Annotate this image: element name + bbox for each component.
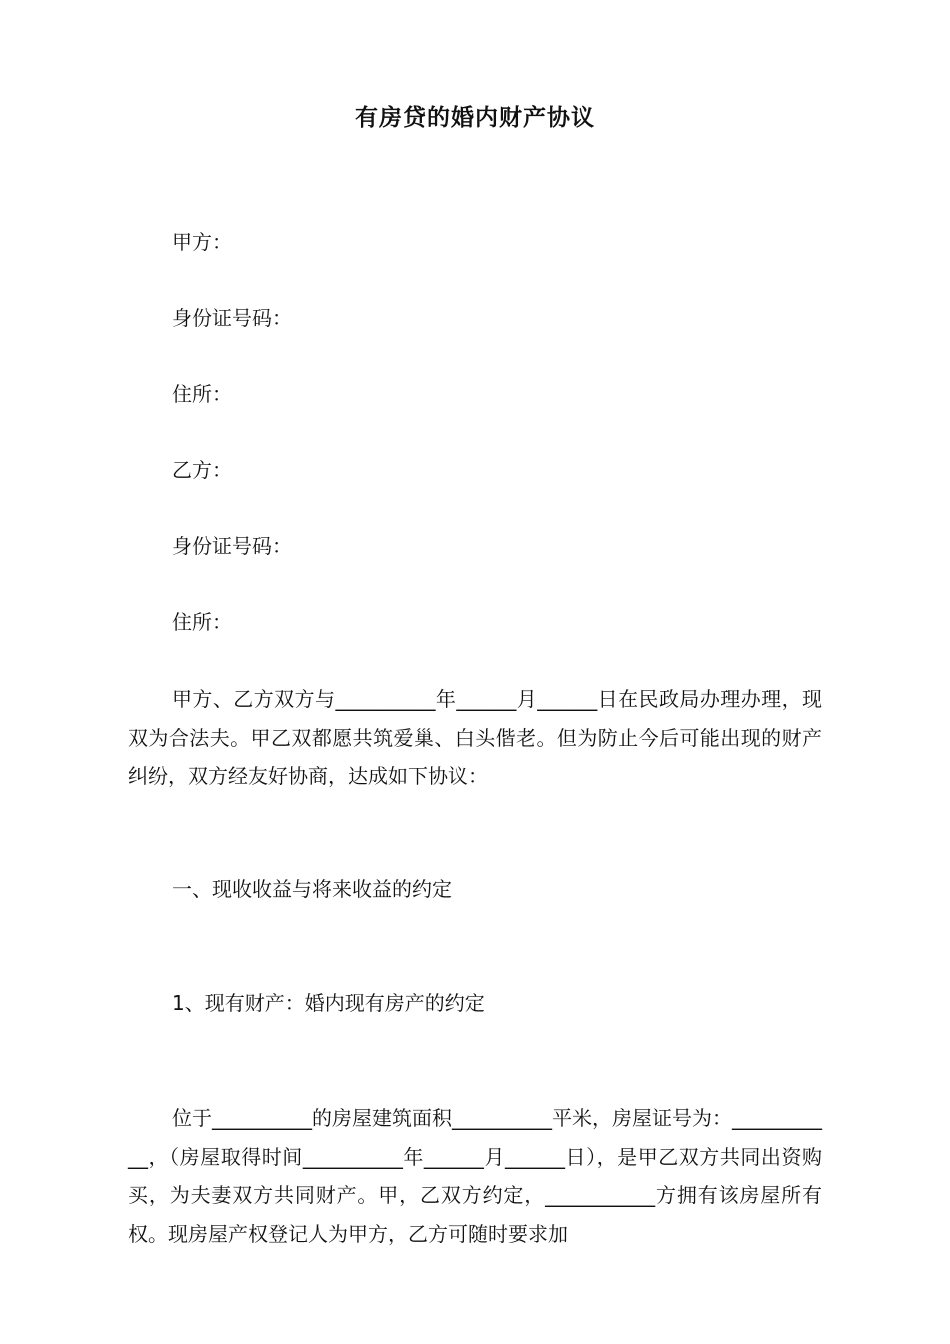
- party-a-address-label: 住所：: [172, 382, 232, 406]
- subsection-heading: 1、现有财产：婚内现有房产的约定: [172, 991, 485, 1015]
- party-a-label: 甲方：: [172, 230, 232, 254]
- party-b-label: 乙方：: [172, 458, 232, 482]
- document-title: 有房贷的婚内财产协议: [355, 105, 595, 131]
- intro-paragraph: 甲方、乙方双方与__________年______月______日在民政局办理办理，现双为合法夫。甲乙双都愿共筑爱巢、白头偕老。但为防止今后可能出现的财产纠纷，双方经友好协商，达成如下协议：: [128, 687, 822, 788]
- section-heading: 一、现收收益与将来收益的约定: [172, 877, 452, 901]
- party-b-id-label: 身份证号码：: [172, 534, 292, 558]
- party-b-address-label: 住所：: [172, 610, 232, 634]
- property-paragraph: 位于__________的房屋建筑面积__________平米，房屋证号为：___________，（房屋取得时间__________年______月______日），是甲乙双方共同出资购买，为夫妻双方共同财产。甲，乙双方约定，___________方拥有该房屋所有权。现房屋产权登记人为甲方，乙方可随时要求加: [128, 1106, 822, 1246]
- party-a-id-label: 身份证号码：: [172, 306, 292, 330]
